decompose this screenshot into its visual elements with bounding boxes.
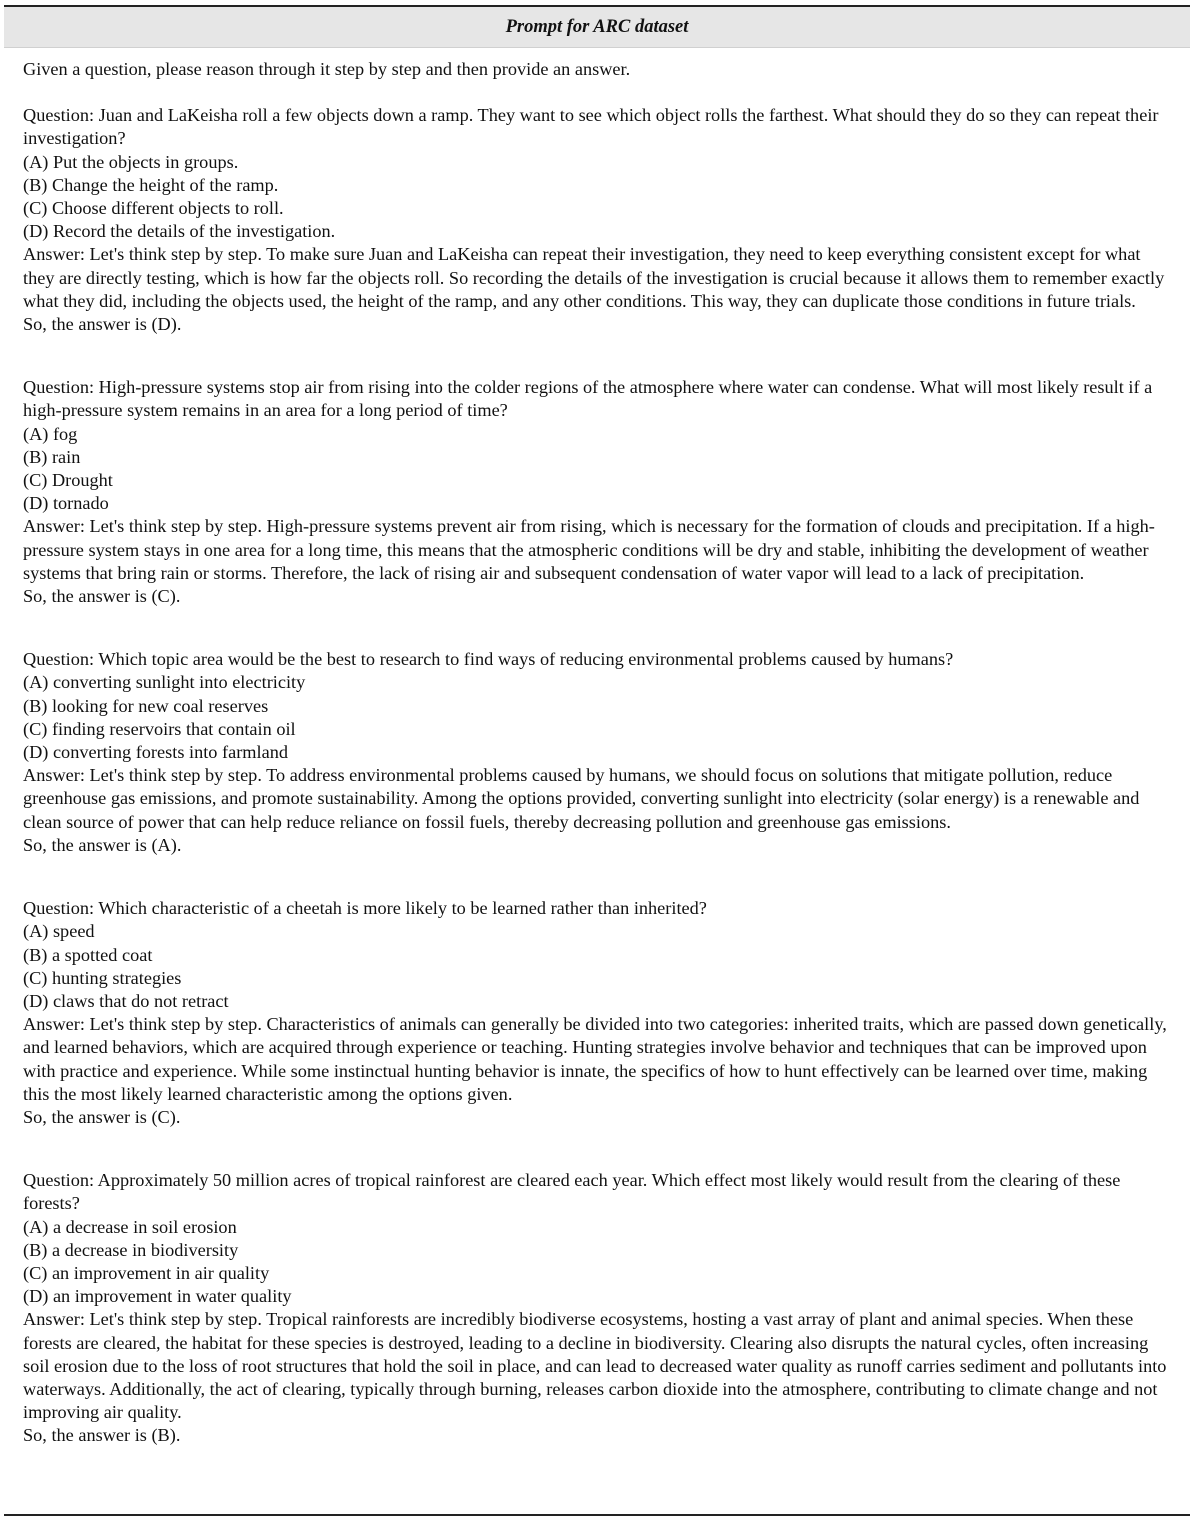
example-4 xyxy=(23,897,1171,1129)
option-a: (A) converting sunlight into electricity xyxy=(23,672,306,693)
option-b: (B) rain xyxy=(23,446,81,467)
prompt-body xyxy=(4,48,1190,1448)
option-b: (B) Change the height of the ramp. xyxy=(23,174,279,195)
option-c: (C) Drought xyxy=(23,470,113,491)
option-c: (C) an improvement in air quality xyxy=(23,1262,270,1283)
spacer xyxy=(23,608,1171,648)
final-answer: So, the answer is (A). xyxy=(23,834,182,855)
bottom-rule xyxy=(4,1514,1190,1516)
option-b: (B) a spotted coat xyxy=(23,944,153,965)
question-text: Question: High-pressure systems stop air from rising into the colder regions of the atmosphere where water can condense. What will most likely result if a high-pressure system remains in an area for a long period of time? xyxy=(23,377,1153,421)
option-a: (A) Put the objects in groups. xyxy=(23,151,239,172)
final-answer: So, the answer is (C). xyxy=(23,1106,181,1127)
option-c: (C) Choose different objects to roll. xyxy=(23,198,284,219)
example-2 xyxy=(23,376,1171,608)
option-d: (D) tornado xyxy=(23,493,109,514)
answer-reasoning: Answer: Let's think step by step. High-pressure systems prevent air from rising, which is necessary for the formation of clouds and precipitation. If a high-pressure system stays in one area for a long time, this means that the atmospheric conditions will be dry and stable, inhibiting the development of weather systems that bring rain or storms. Therefore, the lack of rising air and subsequent condensation of water vapor will lead to a lack of precipitation. xyxy=(23,516,1155,583)
option-d: (D) Record the details of the investigation. xyxy=(23,221,336,242)
question-text: Question: Which characteristic of a cheetah is more likely to be learned rather than inherited? xyxy=(23,898,707,919)
spacer xyxy=(23,336,1171,376)
option-d: (D) claws that do not retract xyxy=(23,990,229,1011)
spacer xyxy=(23,81,1171,104)
answer-reasoning: Answer: Let's think step by step. To address environmental problems caused by humans, we should focus on solutions that mitigate pollution, reduce greenhouse gas emissions, and promote sustainability. Among the options provided, converting sunlight into electricity (solar energy) is a renewable and clean source of power that can help reduce reliance on fossil fuels, thereby decreasing pollution and greenhouse gas emissions. xyxy=(23,765,1140,832)
answer-reasoning: Answer: Let's think step by step. Tropical rainforests are incredibly biodiverse ecosystems, hosting a vast array of plant and animal species. When these forests are cleared, the habitat for these species is destroyed, leading to a decline in biodiversity. Clearing also disrupts the natural cycles, often increasing soil erosion due to the loss of root structures that hold the soil in place, and can lead to decreased water quality as runoff carries sediment and pollutants into waterways. Additionally, the act of clearing, typically through burning, releases carbon dioxide into the atmosphere, contributing to climate change and not improving air quality. xyxy=(23,1309,1167,1423)
final-answer: So, the answer is (D). xyxy=(23,314,182,335)
example-1 xyxy=(23,104,1171,336)
option-b: (B) looking for new coal reserves xyxy=(23,695,269,716)
option-a: (A) speed xyxy=(23,921,95,942)
option-c: (C) hunting strategies xyxy=(23,967,182,988)
answer-reasoning: Answer: Let's think step by step. To make sure Juan and LaKeisha can repeat their investigation, they need to keep everything consistent except for what they are directly testing, which is how far the objects roll. So recording the details of the investigation is crucial because it allows them to remember exactly what they did, including the objects used, the height of the ramp, and any other conditions. This way, they can duplicate those conditions in future trials. xyxy=(23,244,1165,311)
option-a: (A) a decrease in soil erosion xyxy=(23,1216,237,1237)
option-c: (C) finding reservoirs that contain oil xyxy=(23,718,296,739)
question-text: Question: Which topic area would be the best to research to find ways of reducing environmental problems caused by humans? xyxy=(23,649,954,670)
final-answer: So, the answer is (B). xyxy=(23,1425,181,1446)
answer-reasoning: Answer: Let's think step by step. Characteristics of animals can generally be divided into two categories: inherited traits, which are passed down genetically, and learned behaviors, which are acquired through experience or teaching. Hunting strategies involve behavior and techniques that can be improved upon with practice and experience. While some instinctual hunting behavior is innate, the specifics of how to hunt effectively can be learned over time, making this the most likely learned characteristic among the options given. xyxy=(23,1014,1167,1104)
example-3 xyxy=(23,648,1171,857)
option-d: (D) an improvement in water quality xyxy=(23,1286,292,1307)
option-d: (D) converting forests into farmland xyxy=(23,742,288,763)
intro-instruction: Given a question, please reason through it step by step and then provide an answer. xyxy=(23,59,631,79)
question-text: Question: Approximately 50 million acres of tropical rainforest are cleared each year. Which effect most likely would result from the clearing of these forests? xyxy=(23,1170,1121,1214)
prompt-title: Prompt for ARC dataset xyxy=(4,7,1190,48)
option-a: (A) fog xyxy=(23,423,78,444)
question-text: Question: Juan and LaKeisha roll a few objects down a ramp. They want to see which object rolls the farthest. What should they do so they can repeat their investigation? xyxy=(23,105,1159,149)
option-b: (B) a decrease in biodiversity xyxy=(23,1239,239,1260)
example-5 xyxy=(23,1169,1171,1447)
prompt-frame xyxy=(4,5,1190,1448)
final-answer: So, the answer is (C). xyxy=(23,586,181,607)
spacer xyxy=(23,1129,1171,1169)
spacer xyxy=(23,857,1171,897)
